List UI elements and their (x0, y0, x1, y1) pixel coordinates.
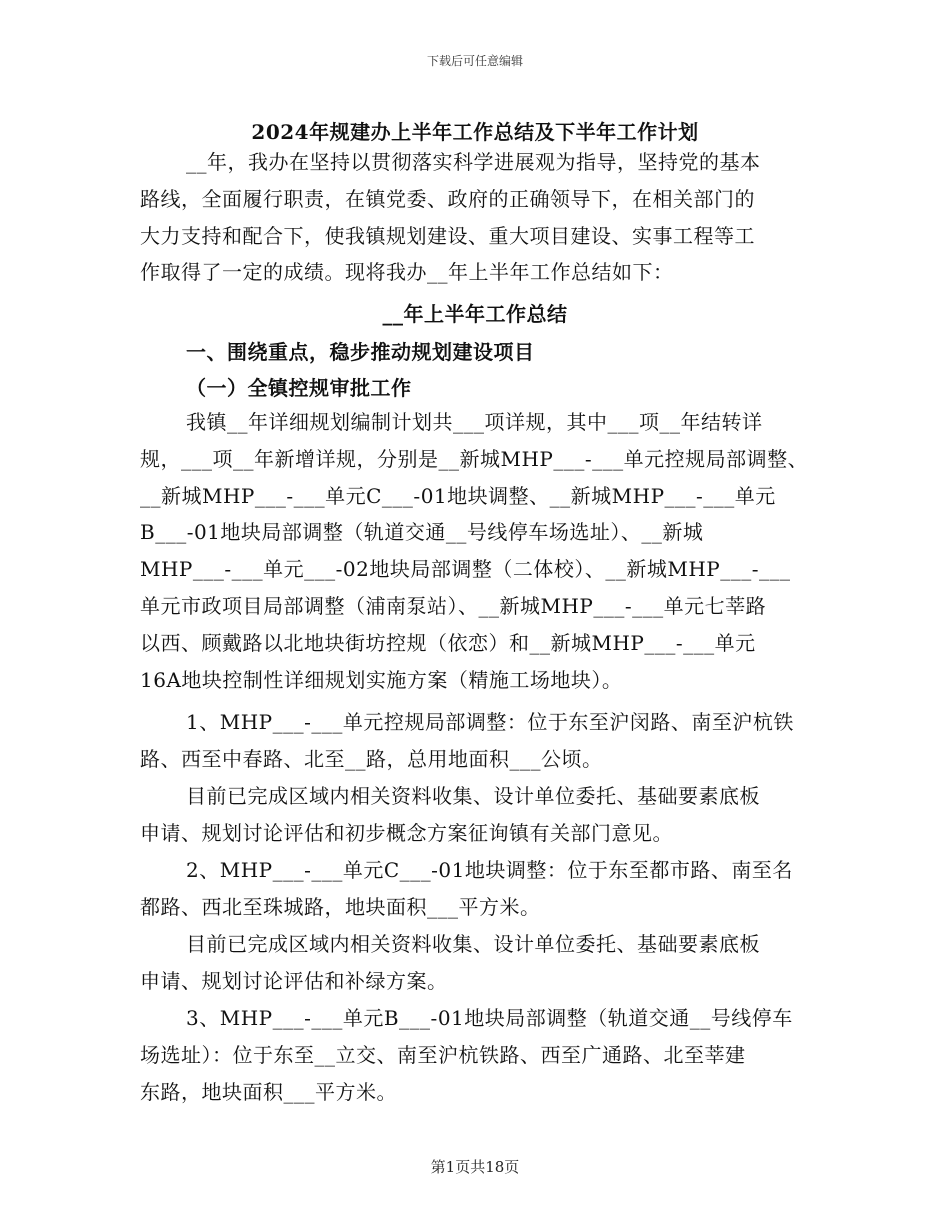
item-2-status-paragraph (140, 926, 820, 1000)
section-title: __年上半年工作总结 (382, 302, 568, 326)
plan-paragraph (140, 404, 820, 698)
item-3-line: 场选址）：位于东至__立交、南至沪杭铁路、西至广通路、北至莘建 (140, 1042, 746, 1067)
page-number: 第1页共18页 (430, 1158, 520, 1176)
document-title: 2024年规建办上半年工作总结及下半年工作计划 (251, 120, 699, 144)
item-3-line: 东路，地块面积___平方米。 (140, 1079, 397, 1104)
plan-line: 规，___项__年新增详规，分别是__新城MHP___-___单元控规局部调整、 (140, 446, 809, 471)
plan-line: B___-01地块局部调整（轨道交通__号线停车场选址）、__新城 (140, 520, 704, 545)
heading-level-2: （一）全镇控规审批工作 (186, 376, 412, 400)
item-2-paragraph (140, 852, 820, 926)
item-1-line: 1、MHP___-___单元控规局部调整：位于东至沪闵路、南至沪杭铁 (186, 710, 794, 734)
intro-line: 路线，全面履行职责，在镇党委、政府的正确领导下，在相关部门的 (140, 186, 755, 211)
item-1-line: 路、西至中春路、北至__路，总用地面积___公顷。 (140, 746, 603, 771)
plan-line: __新城MHP___-___单元C___-01地块调整、__新城MHP___-___单元 (140, 483, 776, 508)
item-2-line: 都路、西北至珠城路，地块面积___平方米。 (140, 894, 541, 919)
plan-line: 单元市政项目局部调整（浦南泵站）、__新城MHP___-___单元七莘路 (140, 593, 767, 618)
item-1-status-paragraph (140, 778, 820, 852)
plan-line: MHP___-___单元___-02地块局部调整（二体校）、__新城MHP___-___ (140, 557, 791, 582)
item-2-status-line: 目前已完成区域内相关资料收集、设计单位委托、基础要素底板 (186, 932, 760, 956)
header-note: 下载后可任意编辑 (426, 54, 523, 68)
item-1-status-line: 目前已完成区域内相关资料收集、设计单位委托、基础要素底板 (186, 784, 760, 808)
item-1-status-line: 申请、规划讨论评估和初步概念方案征询镇有关部门意见。 (140, 820, 673, 845)
plan-line: 16A地块控制性详细规划实施方案（精施工场地块）。 (140, 667, 623, 692)
item-2-line: 2、MHP___-___单元C___-01地块调整：位于东至都市路、南至名 (186, 858, 793, 882)
intro-paragraph (140, 144, 820, 291)
item-1-paragraph (140, 704, 820, 778)
item-2-status-line: 申请、规划讨论评估和补绿方案。 (140, 968, 448, 993)
intro-line: 大力支持和配合下，使我镇规划建设、重大项目建设、实事工程等工 (140, 223, 755, 248)
intro-line: __年，我办在坚持以贯彻落实科学进展观为指导，坚持党的基本 (186, 150, 761, 174)
item-3-line: 3、MHP___-___单元B___-01地块局部调整（轨道交通__号线停车 (186, 1006, 793, 1030)
item-3-paragraph (140, 1000, 820, 1110)
plan-line: 以西、顾戴路以北地块街坊控规（依恋）和__新城MHP___-___单元 (140, 630, 756, 655)
plan-line: 我镇__年详细规划编制计划共___项详规，其中___项__年结转详 (186, 410, 763, 434)
intro-line: 作取得了一定的成绩。现将我办__年上半年工作总结如下： (140, 260, 674, 285)
heading-level-1: 一、围绕重点，稳步推动规划建设项目 (186, 340, 535, 364)
